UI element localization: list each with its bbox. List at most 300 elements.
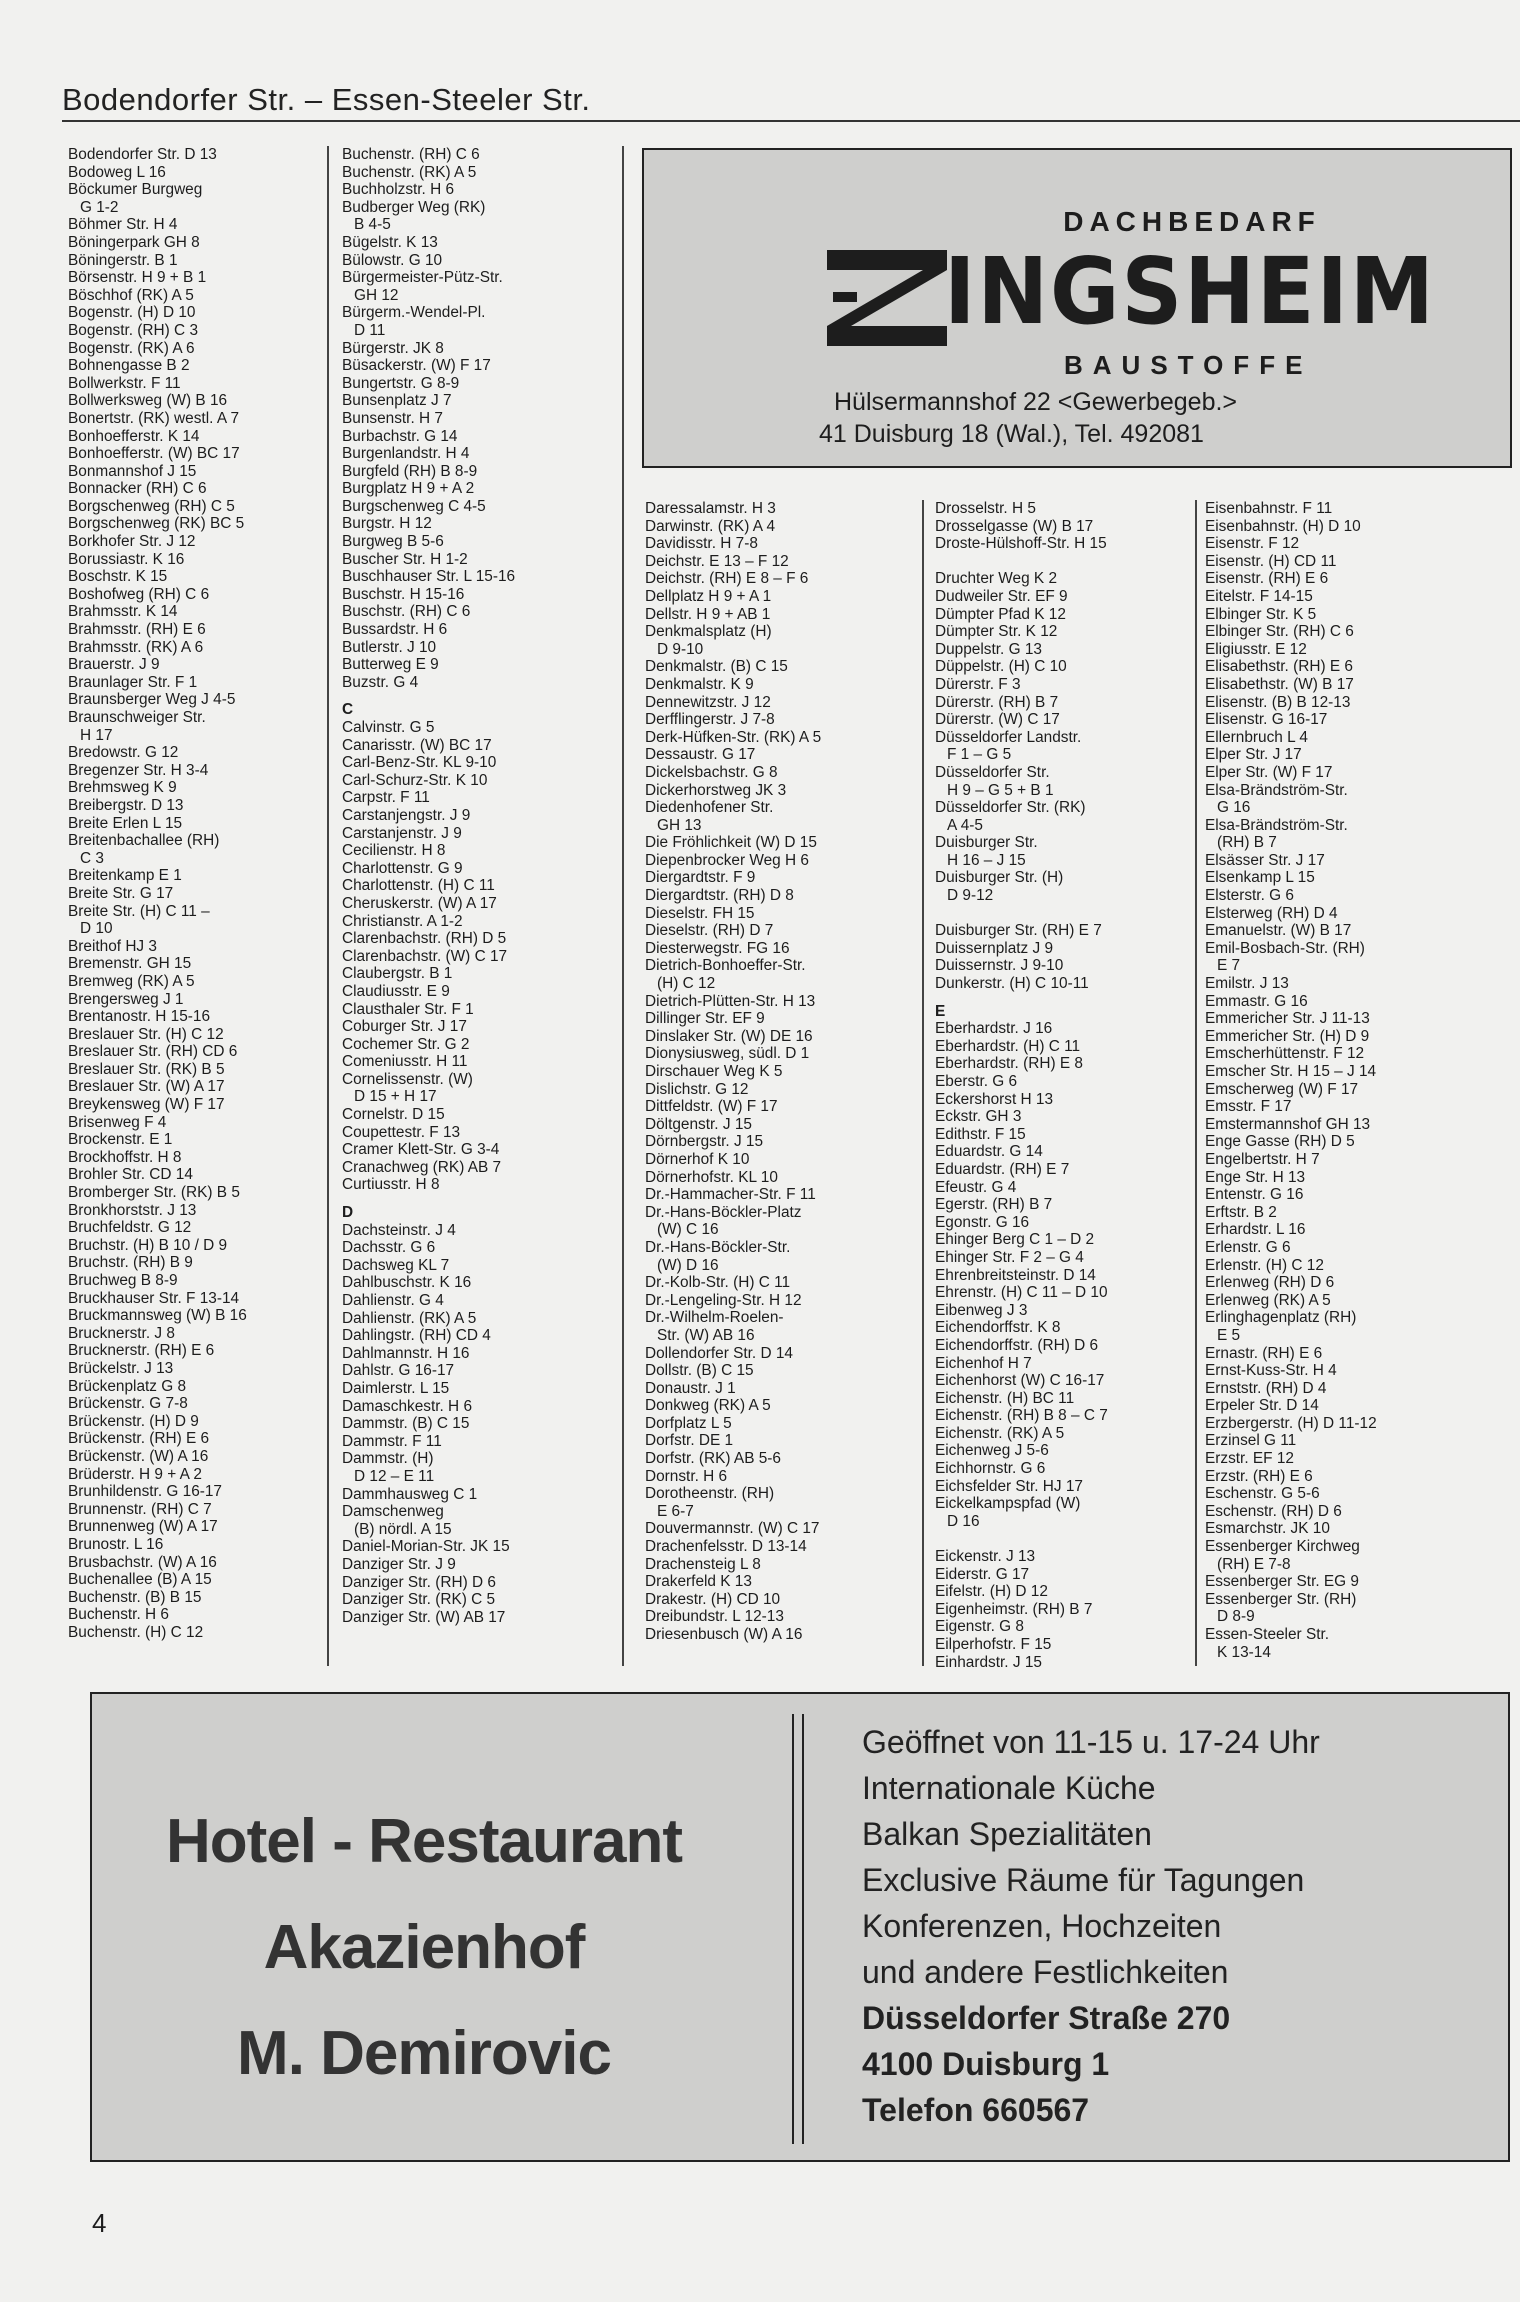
list-item: Erzinsel G 11 [1205,1432,1297,1450]
list-item: Clarenbachstr. (W) C 17 [342,947,508,965]
list-item: Drosselgasse (W) B 17 [935,517,1094,535]
list-item: Bonmannshof J 15 [68,462,197,480]
list-item-continuation: (W) C 16 [657,1221,719,1239]
list-item: Dammhausweg C 1 [342,1485,478,1503]
list-item: Erzstr. (RH) E 6 [1205,1467,1313,1485]
list-item: Dahlmannstr. H 16 [342,1344,470,1362]
list-item: Danziger Str. (RK) C 5 [342,1591,496,1609]
list-item: Brahmsstr. (RH) E 6 [68,621,206,639]
list-item: Dietrich-Plütten-Str. H 13 [645,992,816,1010]
list-item: Elisenstr. G 16-17 [1205,711,1328,729]
list-item: Brusbachstr. (W) A 16 [68,1553,217,1571]
list-item: Eschenstr. G 5-6 [1205,1485,1320,1503]
list-item: Brückelstr. J 13 [68,1359,174,1377]
list-item: Böningerstr. B 1 [68,251,178,269]
list-item: Buschhauser Str. L 15-16 [342,568,516,586]
list-item: Charlottenstr. G 9 [342,859,463,877]
list-item: Düsseldorfer Str. (RK) [935,799,1086,817]
list-item: Brucknerstr. (RH) E 6 [68,1342,215,1360]
list-item: Dorfstr. (RK) AB 5-6 [645,1450,781,1468]
list-item: Breithof HJ 3 [68,937,157,955]
list-item: Ehrenstr. (H) C 11 – D 10 [935,1284,1108,1302]
list-item: Danziger Str. (RH) D 6 [342,1573,496,1591]
list-item: Davidisstr. H 7-8 [645,535,758,553]
list-item: Darwinstr. (RK) A 4 [645,517,775,535]
list-item: Eckershorst H 13 [935,1090,1054,1108]
list-item: Dunkerstr. (H) C 10-11 [935,975,1089,993]
list-item-continuation: E 7 [1217,957,1241,975]
list-item-continuation: D 16 [947,1512,980,1530]
list-item: Eichsfelder Str. HJ 17 [935,1477,1083,1495]
list-item: Dorotheenstr. (RH) [645,1485,775,1503]
list-item: Brunostr. L 16 [68,1535,164,1553]
column-divider [922,500,924,1666]
list-item: Bülowstr. G 10 [342,251,443,269]
street-column-3 [645,500,905,1644]
list-item-continuation: H 16 – J 15 [947,851,1026,869]
list-item-continuation: (H) C 12 [657,975,716,993]
list-item: Buchenallee (B) A 15 [68,1571,212,1589]
list-item: Brockhoffstr. H 8 [68,1148,182,1166]
list-item: Elper Str. (W) F 17 [1205,763,1333,781]
list-item: Drakestr. (H) CD 10 [645,1590,781,1608]
list-item: Dürerstr. F 3 [935,675,1021,693]
list-item: Brückenstr. (W) A 16 [68,1447,209,1465]
list-item: Eberstr. G 6 [935,1073,1018,1090]
list-item: Emscher Str. H 15 – J 14 [1205,1063,1377,1080]
list-item: Burgplatz H 9 + A 2 [342,480,475,498]
hotel-owner-line: M. Demirovic [237,2019,611,2088]
ad-sub-line: BAUSTOFFE [1064,350,1313,380]
list-item: Dillinger Str. EF 9 [645,1010,765,1028]
list-item: Emsstr. F 17 [1205,1098,1292,1116]
list-item: Eickelkampspfad (W) [935,1495,1081,1513]
list-item: Denkmalsplatz (H) [645,623,772,641]
list-item-continuation: D 8-9 [1217,1608,1255,1626]
list-item-continuation: K 13-14 [1217,1643,1271,1661]
header-divider [62,120,1520,122]
list-item: Dollstr. (B) C 15 [645,1362,754,1380]
list-item: Buzstr. G 4 [342,673,419,691]
list-item: Derfflingerstr. J 7-8 [645,711,775,729]
list-item: Brückenstr. G 7-8 [68,1395,188,1413]
list-item: Eichenstr. (H) BC 11 [935,1389,1075,1407]
list-item: Carstanjenstr. J 9 [342,824,462,842]
list-item-continuation: E 6-7 [657,1502,694,1520]
street-column-1 [68,146,318,1641]
list-item: Buscher Str. H 1-2 [342,550,468,568]
list-item: Dorfstr. DE 1 [645,1432,734,1450]
list-item-continuation: G 1-2 [80,198,119,216]
list-item: Emmericher Str. J 11-13 [1205,1010,1370,1028]
list-item: Dickerhorstweg JK 3 [645,781,787,799]
list-item-continuation: E 5 [1217,1326,1241,1344]
list-item: Emil-Bosbach-Str. (RH) [1205,939,1365,957]
list-item: Elsterweg (RH) D 4 [1205,904,1338,922]
list-item: Elbinger Str. (RH) C 6 [1205,623,1354,641]
list-item: Bogenstr. (H) D 10 [68,304,196,322]
hotel-info-line: Exclusive Räume für Tagungen [862,1862,1305,1898]
list-item: Butterweg E 9 [342,656,439,674]
hotel-info-line: Geöffnet von 11-15 u. 17-24 Uhr [862,1724,1320,1760]
list-item: Bruchstr. (H) B 10 / D 9 [68,1236,228,1254]
list-item: Diergardtstr. (RH) D 8 [645,887,794,905]
list-item: Comeniusstr. H 11 [342,1053,468,1071]
list-item-continuation: G 16 [1217,799,1251,817]
list-item: Dessaustr. G 17 [645,746,756,764]
list-item: Erpeler Str. D 14 [1205,1397,1319,1415]
list-item: Claubergstr. B 1 [342,965,453,983]
list-item: Bollwerkstr. F 11 [68,374,181,392]
list-item: Dahlienstr. (RK) A 5 [342,1309,477,1327]
list-item: Eilperhofstr. F 15 [935,1636,1052,1653]
list-item: Braunlager Str. F 1 [68,673,198,691]
list-item: Dümpter Str. K 12 [935,623,1058,641]
list-item: Eichenstr. (RK) A 5 [935,1424,1065,1442]
list-item: Charlottenstr. (H) C 11 [342,877,495,895]
list-item: Dorfplatz L 5 [645,1414,732,1432]
list-item-continuation: H 17 [80,726,113,744]
list-item: Brentanostr. H 15-16 [68,1008,211,1026]
list-item: Erlenstr. G 6 [1205,1238,1291,1256]
list-item: Bunsenplatz J 7 [342,392,452,410]
list-item: Drosselstr. H 5 [935,500,1036,517]
list-item: Bogenstr. (RH) C 3 [68,321,199,339]
list-item-continuation: B 4-5 [354,216,391,234]
list-item: Buchholzstr. H 6 [342,181,455,199]
list-item: Breitenbachallee (RH) [68,832,220,850]
list-item: Bogenstr. (RK) A 6 [68,339,195,357]
list-item: Buschstr. H 15-16 [342,585,465,603]
hotel-advertisement [90,1692,1510,2162]
list-item: Eisenstr. (H) CD 11 [1205,552,1337,570]
list-item-continuation: D 10 [80,920,113,938]
list-item: Breite Erlen L 15 [68,814,183,832]
list-item-continuation: F 1 – G 5 [947,746,1012,764]
list-item-continuation: (B) nördl. A 15 [354,1520,452,1538]
hotel-name-line: Hotel - Restaurant [166,1807,682,1876]
list-item: Brahmsstr. (RK) A 6 [68,638,204,656]
list-item: Düppelstr. (H) C 10 [935,658,1067,676]
list-item: Dr.-Hammacher-Str. F 11 [645,1186,816,1204]
ad-address: Hülsermannshof 22 <Gewerbegeb.> [834,388,1238,416]
list-item: Buchenstr. H 6 [68,1606,169,1624]
list-item: Eickenstr. J 13 [935,1548,1036,1566]
list-item: Borussiastr. K 16 [68,550,185,568]
list-item: Brucknerstr. J 8 [68,1324,175,1342]
list-item: Eichendorffstr. K 8 [935,1319,1061,1337]
list-item: Cramer Klett-Str. G 3-4 [342,1141,500,1159]
list-item: Ellernbruch L 4 [1205,728,1308,746]
list-item: Burgstr. H 12 [342,515,432,533]
list-item: Eduardstr. (RH) E 7 [935,1160,1070,1178]
list-item-continuation: H 9 – G 5 + B 1 [947,781,1054,799]
list-item: Coburger Str. J 17 [342,1018,467,1036]
list-item: Erhardstr. L 16 [1205,1221,1306,1239]
hotel-phone: Telefon 660567 [862,2092,1090,2128]
list-item: Düsseldorfer Landstr. [935,728,1082,746]
list-item: Brehmsweg K 9 [68,779,177,797]
list-item: Dirschauer Weg K 5 [645,1063,783,1080]
hotel-name-line: Akazienhof [263,1913,585,1982]
list-item: Brisenweg F 4 [68,1113,167,1131]
list-item: Dammstr. F 11 [342,1432,442,1450]
list-item: Damaschkestr. H 6 [342,1397,473,1415]
list-item-continuation: Str. (W) AB 16 [657,1326,755,1344]
list-item-continuation: D 12 – E 11 [354,1467,435,1485]
list-item: Elisabethstr. (RH) E 6 [1205,658,1353,676]
list-item: Entenstr. G 16 [1205,1186,1304,1204]
list-item: Elbinger Str. K 5 [1205,605,1317,623]
hotel-info-line: Balkan Spezialitäten [862,1816,1152,1852]
list-item: Droste-Hülshoff-Str. H 15 [935,535,1107,553]
list-item: Diedenhofener Str. [645,799,774,817]
list-item: Buchenstr. (B) B 15 [68,1588,202,1606]
list-item: Borgschenweg (RH) C 5 [68,497,235,515]
list-item: Erlinghagenplatz (RH) [1205,1309,1357,1327]
list-item: Daressalamstr. H 3 [645,500,776,517]
list-item: Bonertstr. (RK) westl. A 7 [68,409,240,427]
list-item: Drakerfeld K 13 [645,1573,752,1591]
list-item: Carstanjengstr. J 9 [342,806,471,824]
list-item: Dahlstr. G 16-17 [342,1362,455,1380]
list-item: Carpstr. F 11 [342,789,430,807]
list-item: Essenberger Kirchweg [1205,1538,1360,1556]
list-item: Deichstr. (RH) E 8 – F 6 [645,570,809,588]
column-divider [1195,500,1197,1666]
list-item: Breslauer Str. (RK) B 5 [68,1060,225,1078]
list-item: Emstermannshof GH 13 [1205,1115,1371,1133]
list-item: Breitenkamp E 1 [68,867,182,885]
list-item: Buchenstr. (H) C 12 [68,1623,204,1641]
hotel-info-line: Konferenzen, Hochzeiten [862,1908,1222,1944]
list-item: Bodoweg L 16 [68,163,166,181]
z-logo-icon [827,250,947,346]
list-item: Dümpter Pfad K 12 [935,605,1066,623]
ad-brand-name: INGSHEIM [944,238,1436,345]
list-item: Clarenbachstr. (RH) D 5 [342,930,507,948]
list-item: Brunnenweg (W) A 17 [68,1518,218,1536]
list-item-continuation: D 11 [354,321,386,339]
list-item: Daniel-Morian-Str. JK 15 [342,1538,510,1556]
list-item: Bodendorfer Str. D 13 [68,146,217,163]
list-item: Danziger Str. J 9 [342,1555,456,1573]
list-item: Eichenstr. (RH) B 8 – C 7 [935,1407,1108,1425]
list-item: Daimlerstr. L 15 [342,1379,450,1397]
street-column-2 [342,146,592,1626]
list-item: Elsa-Brändström-Str. [1205,816,1348,834]
list-item: Dammstr. (B) C 15 [342,1415,470,1433]
list-item: Eduardstr. G 14 [935,1143,1043,1161]
list-item: Danziger Str. (W) AB 17 [342,1608,506,1626]
list-item: Buschstr. (RH) C 6 [342,603,471,621]
list-item: Dennewitzstr. J 12 [645,693,771,711]
list-item: Eigenstr. G 8 [935,1618,1024,1636]
list-item: Elsterstr. G 6 [1205,887,1294,905]
list-item: Eitelstr. F 14-15 [1205,587,1313,605]
list-item: Erftstr. B 2 [1205,1203,1277,1221]
list-item: Bonhoefferstr. (W) BC 17 [68,445,240,463]
list-item: Dionysiusweg, südl. D 1 [645,1045,810,1063]
list-item: Burgweg B 5-6 [342,533,444,551]
list-item: Brohler Str. CD 14 [68,1166,193,1184]
list-item: Diesterwegstr. FG 16 [645,939,790,957]
list-item: Bruchfeldstr. G 12 [68,1219,192,1237]
list-item-continuation: C 3 [80,849,104,867]
list-item: Ernastr. (RH) E 6 [1205,1344,1323,1362]
list-item: Burgfeld (RH) B 8-9 [342,462,478,480]
list-item: Ehinger Str. F 2 – G 4 [935,1248,1084,1266]
list-item: Eberhardstr. (H) C 11 [935,1037,1081,1055]
list-item: Dr.-Wilhelm-Roelen- [645,1309,784,1327]
list-item: Brüderstr. H 9 + A 2 [68,1465,202,1483]
list-item: Edithstr. F 15 [935,1125,1026,1143]
list-item: Essenberger Str. EG 9 [1205,1573,1359,1591]
list-item: Dreibundstr. L 12-13 [645,1608,784,1626]
list-item: Düsseldorfer Str. [935,763,1050,781]
list-item: Denkmalstr. (B) C 15 [645,658,788,676]
list-item: Bunsenstr. H 7 [342,409,443,427]
list-item: Dammstr. (H) [342,1450,434,1468]
list-item: Bredowstr. G 12 [68,744,179,762]
list-item: Brahmsstr. K 14 [68,603,178,621]
list-item: Buchenstr. (RK) A 5 [342,163,477,181]
list-item: Budberger Weg (RK) [342,198,486,216]
list-item: Cecilienstr. H 8 [342,842,446,860]
list-item: Cornelstr. D 15 [342,1106,445,1124]
list-item: Carl-Benz-Str. KL 9-10 [342,754,497,772]
street-column-4 [935,500,1195,1671]
list-item: Bregenzer Str. H 3-4 [68,761,209,779]
list-item-continuation: (W) D 16 [657,1256,719,1274]
list-item: Dachsweg KL 7 [342,1256,450,1274]
list-item: Eberhardstr. (RH) E 8 [935,1055,1083,1073]
list-item: Böschhof (RK) A 5 [68,286,194,304]
list-item: Emscherweg (W) F 17 [1205,1080,1359,1098]
list-item: Böhmer Str. H 4 [68,216,178,234]
list-item: Dieselstr. (RH) D 7 [645,922,774,940]
list-item: Ehrenbreitsteinstr. D 14 [935,1266,1096,1284]
list-item: Bürgermeister-Pütz-Str. [342,269,503,287]
list-item: Damschenweg [342,1503,444,1521]
list-item: Brengersweg J 1 [68,990,184,1008]
list-item: Cranachweg (RK) AB 7 [342,1158,502,1176]
list-item: Brauerstr. J 9 [68,656,160,674]
list-item: Dellstr. H 9 + AB 1 [645,605,771,623]
list-item: Bruchstr. (RH) B 9 [68,1254,193,1272]
list-item: Bromberger Str. (RK) B 5 [68,1184,240,1202]
list-item: Egerstr. (RH) B 7 [935,1196,1053,1214]
list-item: Borkhofer Str. J 12 [68,533,196,551]
list-item: Borgschenweg (RK) BC 5 [68,515,245,533]
list-item: Eibenweg J 3 [935,1301,1028,1319]
list-item: Esmarchstr. JK 10 [1205,1520,1330,1538]
list-item: Dieselstr. FH 15 [645,904,755,922]
list-item: Bonnacker (RH) C 6 [68,480,207,498]
list-item: Dahlienstr. G 4 [342,1292,444,1309]
list-item: Duisburger Str. (H) [935,869,1064,887]
list-item: Döltgenstr. J 15 [645,1115,752,1133]
list-item: Ernststr. (RH) D 4 [1205,1379,1327,1397]
list-item: Drachenfelsstr. D 13-14 [645,1538,807,1556]
list-item: Brunnenstr. (RH) C 7 [68,1500,212,1518]
list-item: Carl-Schurz-Str. K 10 [342,771,488,789]
list-spacer [935,1530,1195,1548]
list-item: Efeustr. G 4 [935,1178,1017,1196]
list-item: Bussardstr. H 6 [342,621,448,639]
list-item: Eichenhof H 7 [935,1354,1032,1372]
list-item: Bremweg (RK) A 5 [68,972,195,990]
list-item: Dahlingstr. (RH) CD 4 [342,1327,491,1345]
list-item: Essen-Steeler Str. [1205,1626,1330,1643]
section-letter: C [342,701,354,719]
list-item: Dürerstr. (W) C 17 [935,711,1060,729]
section-letter: E [935,1002,946,1020]
list-item-continuation: A 4-5 [947,816,983,834]
list-item: Dr.-Kolb-Str. (H) C 11 [645,1274,791,1292]
list-item-continuation: (RH) B 7 [1217,834,1277,852]
list-item: Essenberger Str. (RH) [1205,1590,1357,1608]
list-item: Dislichstr. G 12 [645,1080,749,1098]
list-item: Breite Str. (H) C 11 – [68,902,210,920]
list-item: Cornelissenstr. (W) [342,1070,473,1088]
list-item: Cheruskerstr. (W) A 17 [342,894,497,912]
list-item: Dellplatz H 9 + A 1 [645,587,772,605]
list-item: Enge Str. H 13 [1205,1168,1306,1186]
list-item: Erzbergerstr. (H) D 11-12 [1205,1414,1377,1432]
list-item: Butlerstr. J 10 [342,638,437,656]
list-item: Deichstr. E 13 – F 12 [645,552,789,570]
list-item: Denkmalstr. K 9 [645,675,754,693]
list-item: Eschenstr. (RH) D 6 [1205,1502,1342,1520]
list-item: Druchter Weg K 2 [935,570,1058,588]
list-item-continuation: GH 13 [657,816,702,834]
list-item: Duisburger Str. [935,834,1038,852]
list-item: Bruchweg B 8-9 [68,1272,178,1289]
list-item: Douvermannstr. (W) C 17 [645,1520,820,1538]
list-item: Brückenstr. (RH) E 6 [68,1430,210,1448]
list-item: Bürgerm.-Wendel-Pl. [342,304,486,322]
list-item: Brückenplatz G 8 [68,1377,187,1395]
list-item: Eigenheimstr. (RH) B 7 [935,1600,1093,1618]
list-item: Breibergstr. D 13 [68,796,184,814]
hotel-address: Düsseldorfer Straße 270 [862,2000,1231,2036]
list-item: Dachsteinstr. J 4 [342,1221,456,1239]
list-item: Elsässer Str. J 17 [1205,851,1325,869]
list-item: Cochemer Str. G 2 [342,1035,470,1053]
list-item: Drachensteig L 8 [645,1555,761,1573]
list-item: Elper Str. J 17 [1205,746,1302,764]
list-item: Bügelstr. K 13 [342,233,438,251]
list-item: Eisenbahnstr. F 11 [1205,500,1333,517]
hotel-info-line: und andere Festlichkeiten [862,1954,1229,1990]
list-spacer [935,553,1195,571]
list-item: Eiderstr. G 17 [935,1565,1030,1583]
list-item: Driesenbusch (W) A 16 [645,1626,803,1643]
column-divider [622,146,624,1666]
list-item: Bollwerksweg (W) B 16 [68,392,228,410]
list-item: Bürgerstr. JK 8 [342,339,444,357]
list-item: Dr.-Hans-Böckler-Str. [645,1238,791,1256]
list-item: Breslauer Str. (W) A 17 [68,1078,225,1096]
list-item: Elsenkamp L 15 [1205,869,1315,887]
list-item-continuation: GH 12 [354,286,399,304]
list-item: Eligiusstr. E 12 [1205,640,1307,658]
list-item: Dörnbergstr. J 15 [645,1133,764,1151]
list-item: Dörnerhof K 10 [645,1150,750,1168]
list-item: Eckstr. GH 3 [935,1108,1022,1126]
list-item: Duppelstr. G 13 [935,640,1042,658]
